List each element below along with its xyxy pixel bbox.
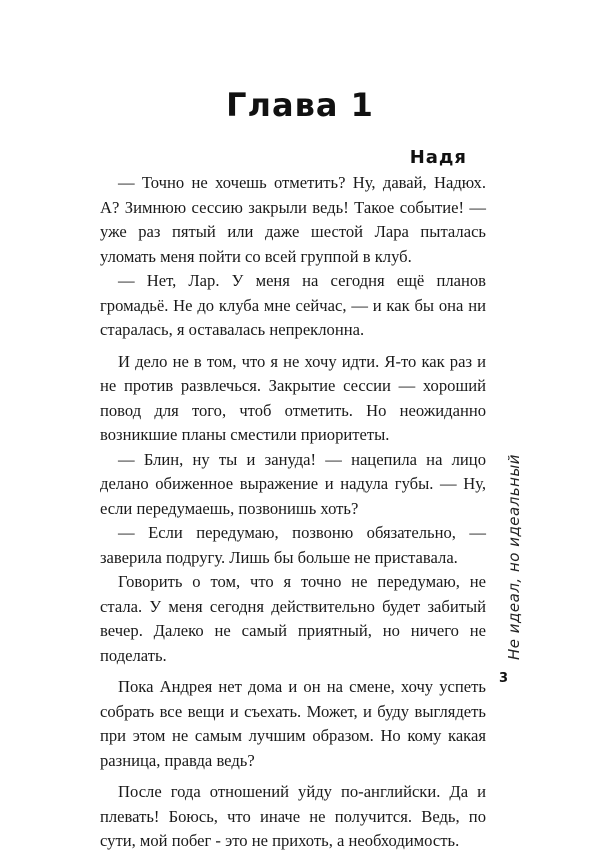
paragraph-1: — Точно не хочешь отметить? Ну, давай, Надюх. А? Зимнюю сессию закрыли ведь! Такое событие! — уже раз пятый или даже шестой Лара пыталась уломать меня пойти со всей группой в клуб. — [100, 173, 486, 266]
paragraph-3: И дело не в том, что я не хочу идти. Я-то как раз и не против развлечься. Закрытие сессии — хороший повод для того, чтоб отметить. Но неожиданно возникшие планы сместили приоритеты. — [100, 351, 486, 444]
paragraph-4: — Блин, ну ты и зануда! — нацепила на лицо делано обиженное выражение и надула губы. — Ну, если передумаешь, позвонишь хоть? — [100, 449, 486, 518]
running-book-title: Не идеал, но идеальный — [505, 453, 523, 660]
paragraph-8: После года отношений уйду по-английски. Да и плевать! Боюсь, что иначе не получится. Ведь, по сути, мой побег - это не прихоть, а необходимость. — [100, 782, 486, 850]
page-number: 3 — [499, 671, 509, 686]
chapter-body — [100, 171, 486, 854]
chapter-title: Глава 1 — [226, 86, 374, 124]
chapter-pov-name: Надя — [409, 147, 467, 168]
paragraph-7: Пока Андрея нет дома и он на смене, хочу успеть собрать все вещи и съехать. Может, и буду выглядеть при этом не самым лучшим образом. Но кому какая разница, правда ведь? — [100, 677, 486, 770]
paragraph-2: — Нет, Лар. У меня на сегодня ещё планов громадьё. Не до клуба мне сейчас, — и как бы она ни старалась, я оставалась непреклонна. — [100, 271, 486, 339]
paragraph-6: Говорить о том, что я точно не передумаю, не стала. У меня сегодня действительно будет забитый вечер. Далеко не самый приятный, но ничего не поделать. — [100, 572, 486, 665]
paragraph-5: — Если передумаю, позвоню обязательно, — заверила подругу. Лишь бы больше не приставала. — [100, 523, 486, 567]
